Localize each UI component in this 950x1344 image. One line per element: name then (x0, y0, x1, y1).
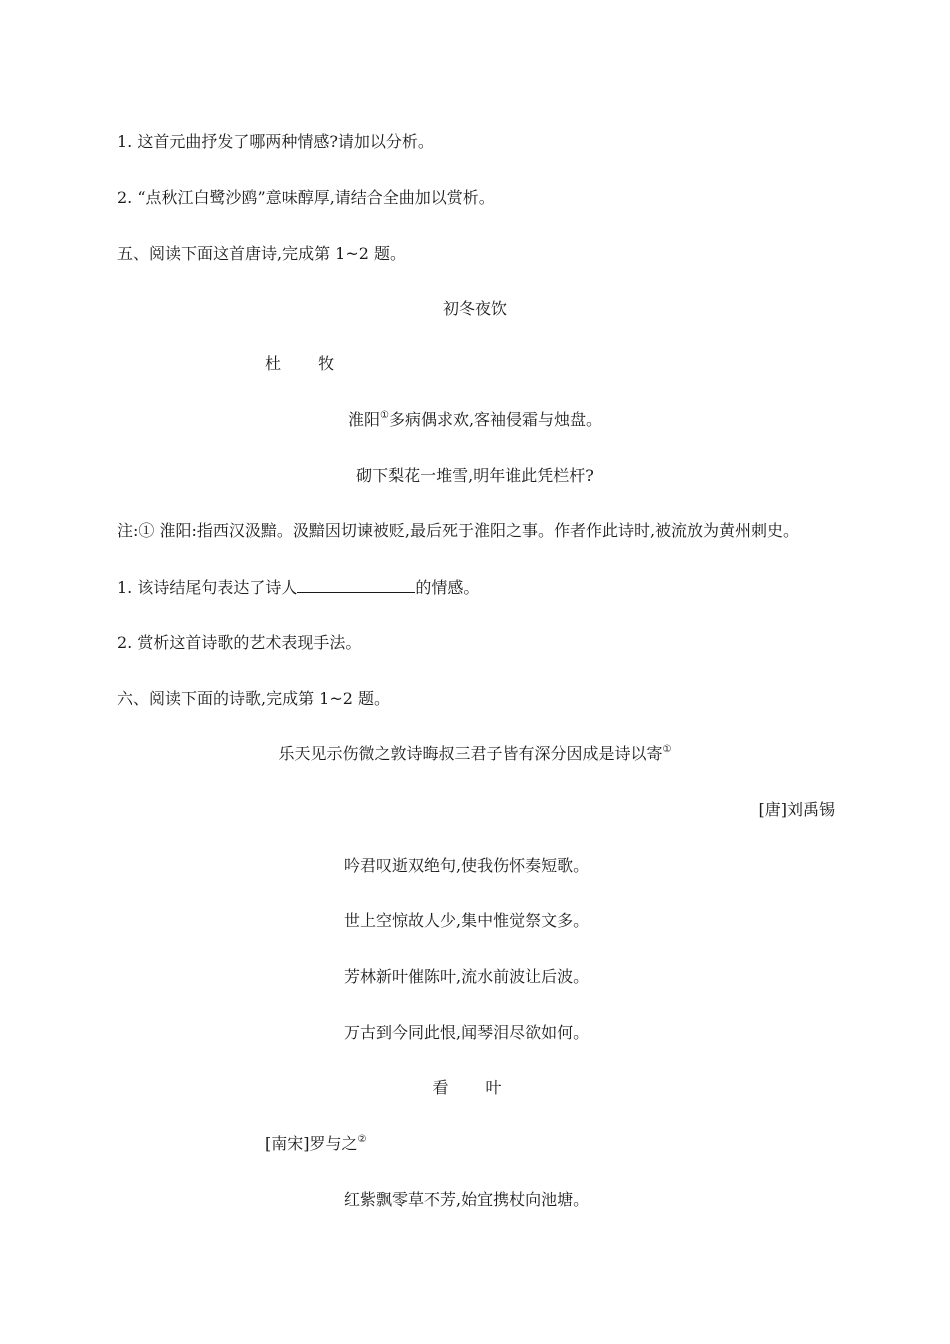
poem-2-line: 红紫飘零草不芳,始宜携杖向池塘。 (344, 1190, 590, 1209)
footnote-marker-2: ② (357, 1134, 367, 1145)
question-5-1 (117, 576, 479, 598)
poem-1-line: 芳林新叶催陈叶,流水前波让后波。 (344, 967, 590, 986)
poem-line-1-rest: 多病偶求欢,客袖侵霜与烛盘。 (388, 410, 603, 429)
question-5-2: 2. 赏析这首诗歌的艺术表现手法。 (117, 633, 362, 652)
poem-line-1-start: 淮阳 (347, 410, 380, 429)
poem-1-line: 吟君叹逝双绝句,使我伤怀奏短歌。 (344, 856, 590, 875)
poem-2-author (265, 1133, 366, 1155)
poem-line-2: 砌下梨花一堆雪,明年谁此凭栏杆? (356, 466, 594, 485)
answer-blank[interactable] (297, 576, 415, 593)
question-4-1: 1. 这首元曲抒发了哪两种情感?请加以分析。 (117, 132, 434, 151)
poem-2-author-text: [南宋]罗与之 (265, 1134, 358, 1153)
section-5-heading: 五、阅读下面这首唐诗,完成第 1~2 题。 (117, 244, 407, 263)
poem-1-line: 万古到今同此恨,闻琴泪尽欲如何。 (344, 1023, 590, 1042)
poem-title-chudong-yeyin: 初冬夜饮 (442, 299, 507, 318)
poem-1-author: [唐]刘禹锡 (758, 800, 835, 819)
footnote-marker-1: ① (662, 744, 672, 755)
poem-2-title (0, 1077, 950, 1099)
footnote-marker-1: ① (379, 410, 389, 421)
poem-1-title (0, 743, 950, 765)
section-6-heading: 六、阅读下面的诗歌,完成第 1~2 题。 (117, 689, 391, 708)
poem-1-line: 世上空惊故人少,集中惟觉祭文多。 (344, 911, 590, 930)
poem-author-du-mu (265, 353, 350, 375)
poem-2-title-text: 看 叶 (432, 1078, 518, 1097)
question-5-1-text: 1. 该诗结尾句表达了诗人 (117, 578, 298, 597)
poem-1-title-text: 乐天见示伤微之敦诗晦叔三君子皆有深分因成是诗以寄 (278, 744, 663, 763)
question-4-2: 2. “点秋江白鹭沙鸥”意味醇厚,请结合全曲加以赏析。 (117, 188, 495, 207)
footnote: 注:① 淮阳:指西汉汲黯。汲黯因切谏被贬,最后死于淮阳之事。作者作此诗时,被流放为黄州刺史。 (117, 521, 800, 540)
question-5-1-text-end: 的情感。 (415, 578, 480, 597)
author-name: 杜 牧 (265, 354, 351, 373)
poem-line-1 (0, 409, 950, 431)
